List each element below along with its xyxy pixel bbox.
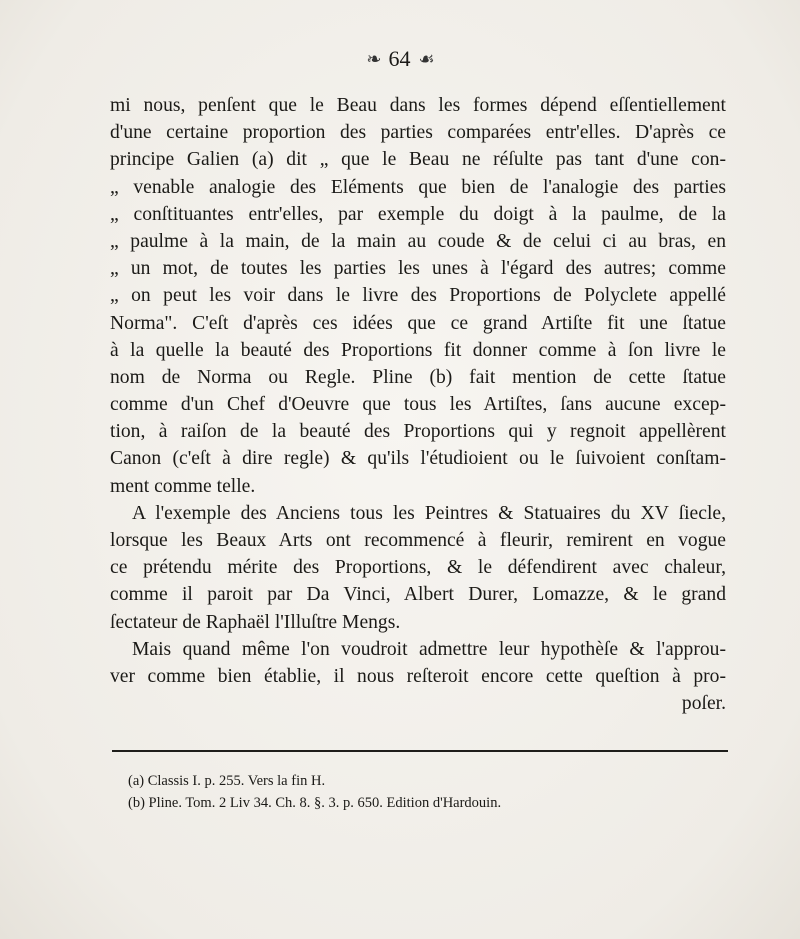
text-line: mi nous, penſent que le Beau dans les formes dépend eſſentiellement [110, 95, 726, 116]
main-text [110, 92, 726, 717]
text-line: „ conſtituantes entr'elles, par exemple du doigt à la paulme, de la [110, 203, 726, 225]
text-line: ver comme bien établie, il nous reſteroit encore cette queſtion à pro- [110, 665, 726, 687]
page-header [0, 44, 800, 74]
right-ornament-icon: ☙ [418, 48, 434, 69]
text-line: à la quelle la beauté des Proportions fit donner comme à ſon livre le [110, 339, 726, 361]
text-line: Mais quand même l'on voudroit admettre leur hypothèſe & l'approu- [132, 638, 726, 660]
text-line: d'une certaine proportion des parties comparées entr'elles. D'après ce [110, 122, 726, 144]
text-line: ce prétendu mérite des Proportions, & le défendirent avec chaleur, [110, 557, 726, 579]
page-number: 64 [388, 46, 411, 71]
text-line: comme il paroit par Da Vinci, Albert Durer, Lomazze, & le grand [110, 584, 726, 606]
text-line: comme d'un Chef d'Oeuvre que tous les Artiſtes, ſans aucune excep- [110, 394, 726, 416]
text-line: nom de Norma ou Regle. Pline (b) fait mention de cette ſtatue [110, 366, 726, 388]
footnote-divider [112, 750, 728, 752]
text-line: principe Galien (a) dit „ que le Beau ne réſulte pas tant d'une con- [110, 149, 726, 171]
left-ornament-icon: ❧ [366, 48, 381, 69]
text-line: ment comme telle. [110, 475, 256, 497]
text-line: ſectateur de Raphaël l'Illuſtre Mengs. [110, 611, 401, 633]
text-line: Norma". C'eſt d'après ces idées que ce grand Artiſte fit une ſtatue [110, 312, 726, 334]
text-line: tion, à raiſon de la beauté des Proportions qui y regnoit appellèrent [110, 421, 726, 443]
text-line: A l'exemple des Anciens tous les Peintres & Statuaires du XV ſiecle, [132, 502, 726, 524]
text-line: „ paulme à la main, de la main au coude & de celui ci au bras, en [110, 230, 726, 252]
text-line: „ un mot, de toutes les parties les unes à l'égard des autres; comme [110, 258, 726, 280]
text-line: „ on peut les voir dans le livre des Proportions de Polyclete appellé [110, 285, 726, 307]
text-line: „ venable analogie des Eléments que bien de l'analogie des parties [110, 176, 726, 198]
text-line: lorsque les Beaux Arts ont recommencé à fleurir, remirent en vogue [110, 530, 726, 551]
text-line: poſer. [681, 693, 726, 715]
footnotes [128, 770, 668, 814]
text-line: Canon (c'eſt à dire regle) & qu'ils l'étudioient ou le ſuivoient conſtam- [110, 448, 726, 470]
footnote-a: (a) Classis I. p. 255. Vers la fin H. [128, 773, 326, 789]
footnote-b: (b) Pline. Tom. 2 Liv 34. Ch. 8. §. 3. p. 650. Edition d'Hardouin. [128, 795, 502, 811]
